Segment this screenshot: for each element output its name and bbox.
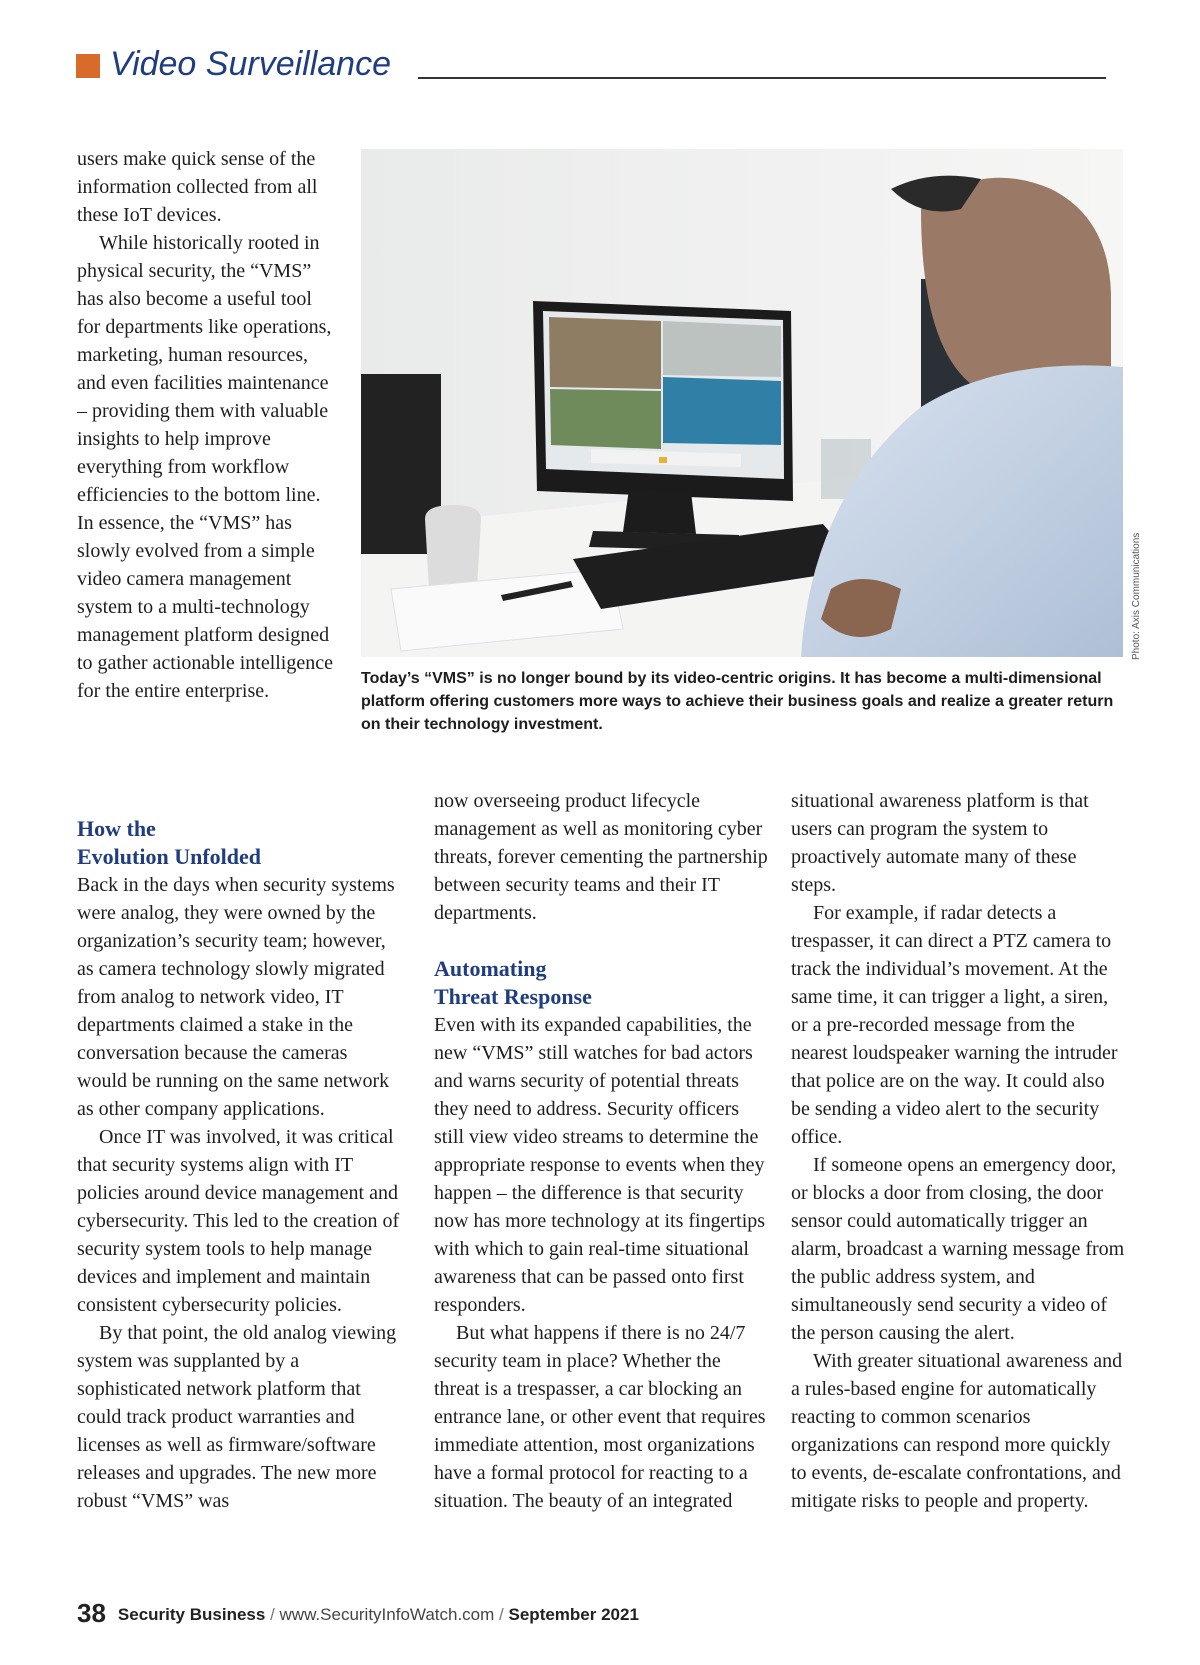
paragraph: For example, if radar detects a trespasser, it can direct a PTZ camera to track the individual’s movement. At the same time, it can trigger a light, a siren, or a pre-recorded message from the nearest loudspeaker warning the intruder that police are on the way. It could also be sending a video alert to the security office.	[791, 902, 1118, 1148]
header-rule	[418, 77, 1106, 79]
paragraph: Once IT was involved, it was critical that security systems align with IT policies around device management and cybersecurity. This led to the creation of security system tools to help manage devices and implement and maintain consistent cybersecurity policies.	[77, 1126, 400, 1316]
column1-top-text	[77, 145, 337, 705]
subheading-line1: Automating	[434, 956, 547, 981]
paragraph: If someone opens an emergency door, or blocks a door from closing, the door sensor could automatically trigger an alarm, broadcast a warning message from the public address system, and simultaneously send security a video of the person causing the alert.	[791, 1154, 1125, 1344]
paragraph: now overseeing product lifecycle management as well as monitoring cyber threats, forever cementing the partnership between security teams and their IT departments.	[434, 790, 768, 924]
page-number: 38	[77, 1598, 106, 1628]
subheading-how-the-evolution	[77, 815, 402, 871]
footer-separator: /	[499, 1605, 504, 1624]
paragraph: With greater situational awareness and a rules-based engine for automatically reacting to common scenarios organizations can respond more quickly to events, de-escalate confrontations, and mitigate risks to people and property.	[791, 1350, 1123, 1512]
paragraph: While historically rooted in physical security, the “VMS” has also become a useful tool for departments like operations, marketing, human resources, and even facilities maintenance – providing them with valuable insights to help improve everything from workflow efficiencies to the bottom line. In essence, the “VMS” has slowly evolved from a simple video camera management system to a multi-technology management platform designed to gather actionable intelligence for the entire enterprise.	[77, 232, 333, 702]
photo-credit-text: Photo: Axis Communications	[1131, 532, 1142, 660]
footer-separator: /	[270, 1605, 275, 1624]
subheading-line1: How the	[77, 816, 156, 841]
paragraph: Even with its expanded capabilities, the new “VMS” still watches for bad actors and warns security of potential threats they need to address. Security officers still view video streams to determine the appropriate response to events when they happen – the difference is that security now has more technology at its fingertips with which to gain real-time situational awareness that can be passed onto first responders.	[434, 1014, 766, 1316]
page-footer	[77, 1598, 639, 1630]
photo-credit	[1130, 510, 1144, 660]
article-photo	[361, 149, 1123, 657]
column3	[791, 787, 1126, 1515]
paragraph: But what happens if there is no 24/7 security team in place? Whether the threat is a trespasser, a car blocking an entrance lane, or other event that requires immediate attention, most organizations have a formal protocol for reacting to a situation. The beauty of an integrated	[434, 1322, 766, 1512]
section-title: Video Surveillance	[110, 45, 391, 83]
office-scene-illustration	[361, 149, 1123, 657]
section-marker-square	[76, 54, 100, 78]
paragraph: By that point, the old analog viewing system was supplanted by a sophisticated network platform that could track product warranties and licenses as well as firmware/software releases and upgrades. The new more robust “VMS” was	[77, 1322, 397, 1512]
subheading-line2: Threat Response	[434, 984, 592, 1009]
paragraph: situational awareness platform is that users can program the system to proactively automate many of these steps.	[791, 790, 1089, 896]
column2	[434, 787, 769, 1515]
publication-name: Security Business	[117, 1605, 266, 1624]
footer-url[interactable]: www.SecurityInfoWatch.com	[279, 1605, 495, 1624]
paragraph: Back in the days when security systems were analog, they were owned by the organization’s security team; however, as camera technology slowly migrated from analog to network video, IT departments claimed a stake in the conversation because the cameras would be running on the same network as other company applications.	[77, 874, 395, 1120]
subheading-automating-threat-response	[434, 955, 769, 1011]
column1-section	[77, 815, 402, 1515]
issue-date: September 2021	[508, 1605, 639, 1624]
paragraph: users make quick sense of the information collected from all these IoT devices.	[77, 148, 318, 226]
section-header	[76, 44, 1106, 84]
subheading-line2: Evolution Unfolded	[77, 844, 261, 869]
photo-caption: Today’s “VMS” is no longer bound by its video-centric origins. It has become a multi-dimensional platform offering customers more ways to achieve their business goals and realize a greater return on their technology investment.	[361, 670, 1114, 733]
